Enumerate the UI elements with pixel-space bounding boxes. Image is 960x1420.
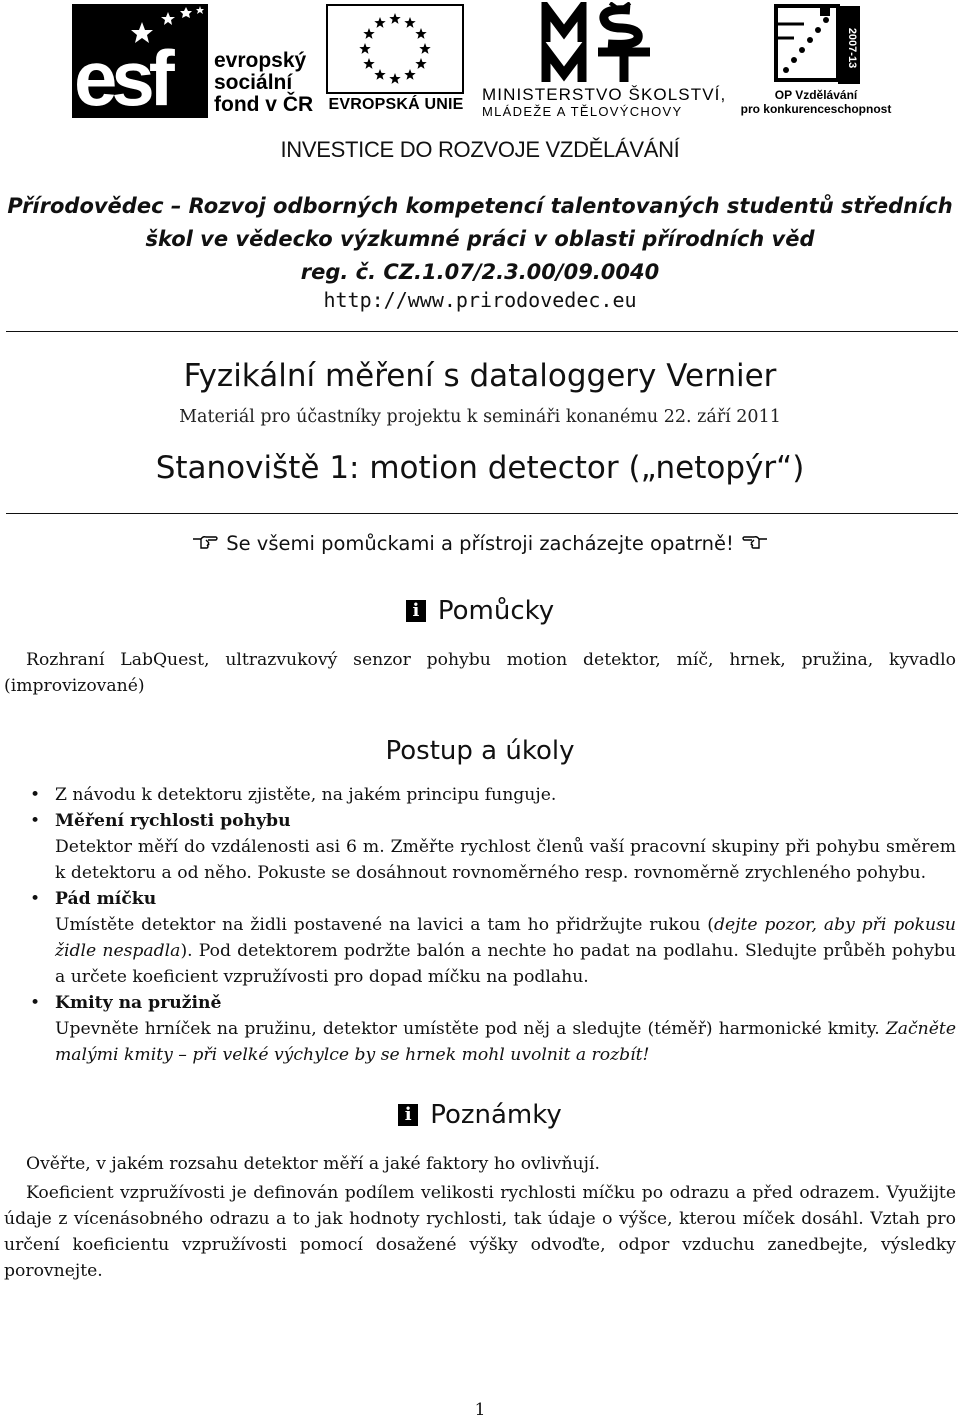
document-title: Fyzikální měření s dataloggery Vernier [183, 358, 777, 394]
list-item-text [55, 1016, 956, 1068]
list-item [0, 808, 960, 886]
pointing-hand-left-icon [742, 533, 768, 556]
italic-run: dejte pozor, aby při pokusu židle nespadla [55, 915, 956, 961]
document-subtitle: Materiál pro účastníky projektu k semináři konanému 22. září 2011 [179, 407, 781, 427]
bullet: • [30, 993, 41, 1013]
warning-line [0, 532, 960, 556]
list-item [0, 886, 960, 990]
esf-text-line: evropský [214, 49, 307, 72]
op-text-line: pro konkurenceschopnost [740, 102, 892, 116]
bullet: • [30, 811, 41, 831]
investice-banner: INVESTICE DO ROZVOJE VZDĚLÁVÁNÍ [280, 137, 680, 162]
esf-letters: esf [74, 34, 169, 122]
op-logo [774, 4, 864, 90]
esf-logo [72, 4, 208, 122]
info-icon: i [398, 1104, 418, 1126]
list-item [0, 782, 960, 808]
horizontal-rule [6, 331, 958, 332]
project-url: http://www.prirodovedec.eu [323, 288, 637, 312]
msmt-letters-icon [540, 2, 664, 84]
msmt-text-line: MINISTERSTVO ŠKOLSTVÍ, [482, 85, 727, 104]
text-run: Umístěte detektor na židli postavené na lavici a tam ho přidržujte rukou ( [55, 915, 714, 935]
list-item-title: Kmity na pružině [55, 993, 222, 1013]
project-title-line: škol ve vědecko výzkumné práci v oblasti přírodních věd [145, 227, 815, 251]
italic-run: Začněte malými kmity – při velké výchylce by se hrnek mohl uvolnit a rozbít! [55, 1019, 956, 1065]
task-list [0, 782, 960, 1068]
text-run: ). Pod detektorem podržte balón a nechte ho padat na podlahu. Sledujte průběh pohybu a určete koeficient vzpružívosti pro dopad míčku na podlahu. [55, 941, 956, 987]
logo-band [0, 0, 960, 130]
eu-text: EVROPSKÁ UNIE [328, 96, 464, 113]
list-item-text: Z návodu k detektoru zjistěte, na jakém principu funguje. [55, 785, 557, 805]
project-title-line: Přírodovědec – Rozvoj odborných kompetencí talentovaných studentů středních [7, 194, 953, 218]
op-text [738, 88, 894, 116]
list-item-title: Pád míčku [55, 889, 157, 909]
section-heading-postup: Postup a úkoly [385, 736, 575, 766]
project-title-line: reg. č. CZ.1.07/2.3.00/09.0040 [300, 260, 660, 284]
horizontal-rule [6, 513, 958, 514]
station-title: Stanoviště 1: motion detector („netopýr“) [155, 450, 805, 486]
section-heading-text: Pomůcky [437, 596, 555, 626]
pointing-hand-right-icon [192, 533, 218, 556]
eu-flag-icon [326, 4, 464, 94]
esf-text-line: fond v ČR [214, 93, 314, 116]
list-item-title: Měření rychlosti pohybu [55, 811, 291, 831]
section-heading-text: Poznámky [430, 1100, 562, 1130]
list-item [0, 990, 960, 1068]
section-heading-poznamky [0, 1100, 960, 1130]
bullet: • [30, 785, 41, 805]
msmt-text [482, 86, 726, 120]
op-text-line: OP Vzdělávání [774, 88, 858, 102]
pomucky-text: Rozhraní LabQuest, ultrazvukový senzor pohybu motion detektor, míč, hrnek, pružina, kyvadlo (improvizované) [4, 650, 956, 696]
esf-text-line: sociální [214, 71, 293, 94]
warning-text: Se všemi pomůckami a přístroji zacházejte opatrně! [226, 532, 734, 555]
poznamky-paragraph-2: Koeficient vzpružívosti je definován podílem velikosti rychlosti míčku po odrazu a před odrazem. Využijte údaje z vícenásobného odrazu a to jak hodnoty rychlosti, tak údaje o výšce, kterou míček dosáhl. Vztah pro určení koeficientu vzpružívosti pomocí dosažené výšky odvoďte, odpor vzduchu zanedbejte, výsledky porovnejte. [4, 1183, 956, 1281]
poznamky-paragraph-1: Ověřte, v jakém rozsahu detektor měří a jaké faktory ho ovlivňují. [26, 1154, 600, 1174]
msmt-logo [540, 2, 664, 88]
esf-text [214, 50, 313, 116]
project-title [0, 190, 960, 289]
msmt-text-line: MLÁDEŽE A TĚLOVÝCHOVY [482, 104, 683, 119]
op-vzdelavani-icon [774, 4, 864, 86]
list-item-text: Detektor měří do vzdálenosti asi 6 m. Změřte rychlost členů vaší pracovní skupiny při pohybu směrem k detektoru a od něho. Pokuste se dosáhnout rovnoměrného resp. rovnoměrně zrychleného pohybu. [55, 837, 956, 883]
page-number: 1 [474, 1400, 486, 1420]
bullet: • [30, 889, 41, 909]
text-run: Upevněte hrníček na pružinu, detektor umístěte pod něj a sledujte (téměř) harmonické kmity. [55, 1019, 886, 1039]
op-years: 2007-13 [846, 27, 858, 69]
section-heading-pomucky [0, 596, 960, 626]
list-item-text [55, 912, 956, 990]
info-icon: i [406, 600, 426, 622]
